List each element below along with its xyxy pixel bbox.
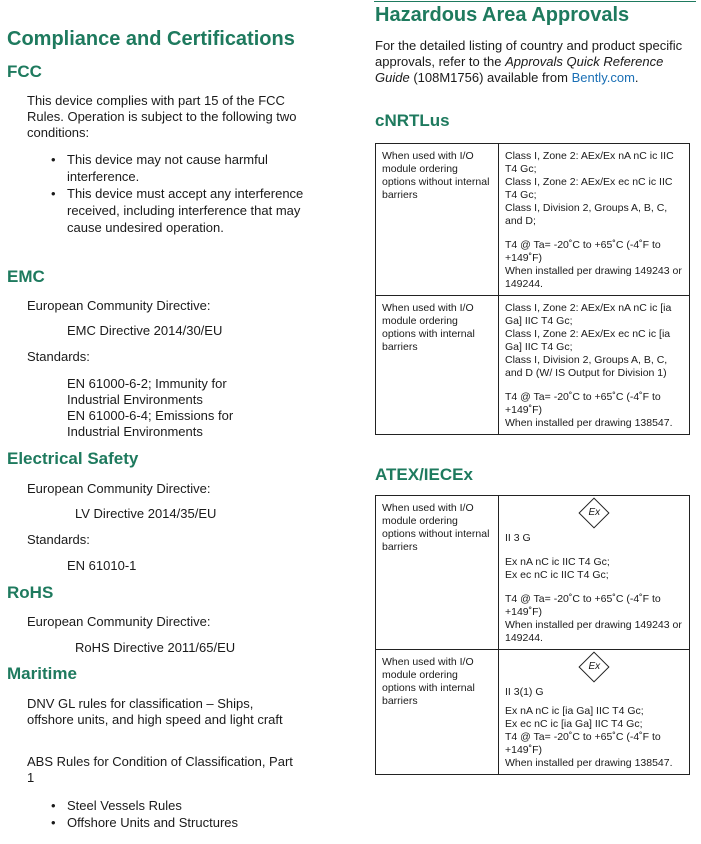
hazardous-title: Hazardous Area Approvals: [375, 4, 630, 26]
emc-directive-label: European Community Directive:: [27, 298, 211, 313]
condition-cell: When used with I/O module ordering options with internal barriers: [376, 296, 499, 435]
approval-line: Ex ec nC ic [ia Ga] IIC T4 Gc;: [505, 718, 643, 730]
cnrtlus-table: [375, 143, 690, 435]
list-item: • This device must accept any interference received, including interference that may cause undesired operation.: [51, 185, 306, 236]
approval-line: Class I, Zone 2: AEx/Ex nA nC ic [ia Ga] IIC T4 Gc;: [505, 302, 672, 327]
top-divider: [374, 1, 696, 2]
list-item: • Steel Vessels Rules: [51, 797, 301, 814]
drawing-note: When installed per drawing 138547.: [505, 757, 673, 769]
safety-directive-label: European Community Directive:: [27, 481, 211, 496]
condition-cell: When used with I/O module ordering options without internal barriers: [376, 496, 499, 650]
approval-line: Class I, Zone 2: AEx/Ex ec nC ic [ia Ga] IIC T4 Gc;: [505, 328, 671, 353]
temperature-rating: T4 @ Ta= -20˚C to +65˚C (-4˚F to +149˚F): [505, 731, 661, 756]
approval-line: Ex nA nC ic IIC T4 Gc;: [505, 556, 610, 568]
emc-directive: EMC Directive 2014/30/EU: [67, 323, 223, 338]
approval-line: Class I, Division 2, Groups A, B, C, and D;: [505, 202, 668, 227]
safety-directive: LV Directive 2014/35/EU: [75, 506, 217, 521]
drawing-note: When installed per drawing 149243 or 149244.: [505, 265, 682, 290]
compliance-title: Compliance and Certifications: [7, 28, 295, 50]
emc-heading: EMC: [7, 267, 45, 286]
list-item: • Offshore Units and Structures: [51, 814, 301, 831]
table-row: [376, 296, 690, 435]
rohs-directive-label: European Community Directive:: [27, 614, 211, 629]
emc-standard-2: EN 61000-6-4; Emissions for Industrial Environments: [67, 408, 234, 439]
atex-table: [375, 495, 690, 775]
approval-cell: [499, 650, 690, 775]
intro-text-2: (108M1756) available from: [409, 70, 572, 85]
table-row: [376, 650, 690, 775]
maritime-abs: ABS Rules for Condition of Classification, Part 1: [27, 754, 293, 785]
approval-line: Ex ec nC ic IIC T4 Gc;: [505, 569, 609, 581]
safety-standard: EN 61010-1: [67, 558, 137, 573]
approval-line: Ex nA nC ic [ia Ga] IIC T4 Gc;: [505, 705, 644, 717]
intro-text: For the detailed listing of country and product specific approvals, refer to the: [375, 38, 683, 69]
drawing-note: When installed per drawing 138547.: [505, 417, 673, 429]
maritime-heading: Maritime: [7, 664, 77, 683]
list-item: • This device may not cause harmful interference.: [51, 151, 306, 185]
temperature-rating: T4 @ Ta= -20˚C to +65˚C (-4˚F to +149˚F): [505, 391, 661, 416]
temperature-rating: T4 @ Ta= -20˚C to +65˚C (-4˚F to +149˚F): [505, 239, 661, 264]
ex-mark-icon: Ex: [578, 497, 609, 528]
fcc-heading: FCC: [7, 62, 42, 81]
table-row: [376, 144, 690, 296]
rohs-heading: RoHS: [7, 583, 54, 602]
approval-line: Class I, Zone 2: AEx/Ex ec nC ic IIC T4 Gc;: [505, 176, 673, 201]
equipment-group: II 3 G: [505, 532, 531, 544]
emc-standards-label: Standards:: [27, 349, 90, 364]
approval-cell: [499, 144, 690, 296]
approval-cell: [499, 296, 690, 435]
atex-heading: ATEX/IECEx: [375, 465, 473, 484]
cnrtlus-heading: cNRTLus: [375, 111, 450, 130]
equipment-group: II 3(1) G: [505, 686, 544, 698]
approval-cell: [499, 496, 690, 650]
condition-cell: When used with I/O module ordering options without internal barriers: [376, 144, 499, 296]
table-row: [376, 496, 690, 650]
intro-guide-title: Approvals Quick Reference Guide: [375, 54, 664, 85]
approval-line: Class I, Division 2, Groups A, B, C, and D (W/ IS Output for Division 1): [505, 354, 668, 379]
electrical-safety-heading: Electrical Safety: [7, 449, 139, 468]
drawing-note: When installed per drawing 149243 or 149244.: [505, 619, 682, 644]
maritime-rules-list: [51, 797, 301, 831]
maritime-dnv: DNV GL rules for classification – Ships, offshore units, and high speed and light craft: [27, 696, 283, 727]
intro-end: .: [634, 70, 639, 85]
hazardous-intro: [375, 38, 697, 86]
safety-standards-label: Standards:: [27, 532, 90, 547]
rohs-directive: RoHS Directive 2011/65/EU: [75, 640, 236, 655]
approval-line: Class I, Zone 2: AEx/Ex nA nC ic IIC T4 Gc;: [505, 150, 674, 175]
emc-standard-1: EN 61000-6-2; Immunity for Industrial Environments: [67, 376, 227, 407]
condition-cell: When used with I/O module ordering options with internal barriers: [376, 650, 499, 775]
fcc-text: This device complies with part 15 of the FCC Rules. Operation is subject to the following two conditions:: [27, 93, 297, 140]
ex-mark-icon: Ex: [578, 651, 609, 682]
temperature-rating: T4 @ Ta= -20˚C to +65˚C (-4˚F to +149˚F): [505, 593, 661, 618]
fcc-conditions-list: [51, 151, 306, 236]
bently-link[interactable]: Bently.com: [571, 70, 635, 85]
